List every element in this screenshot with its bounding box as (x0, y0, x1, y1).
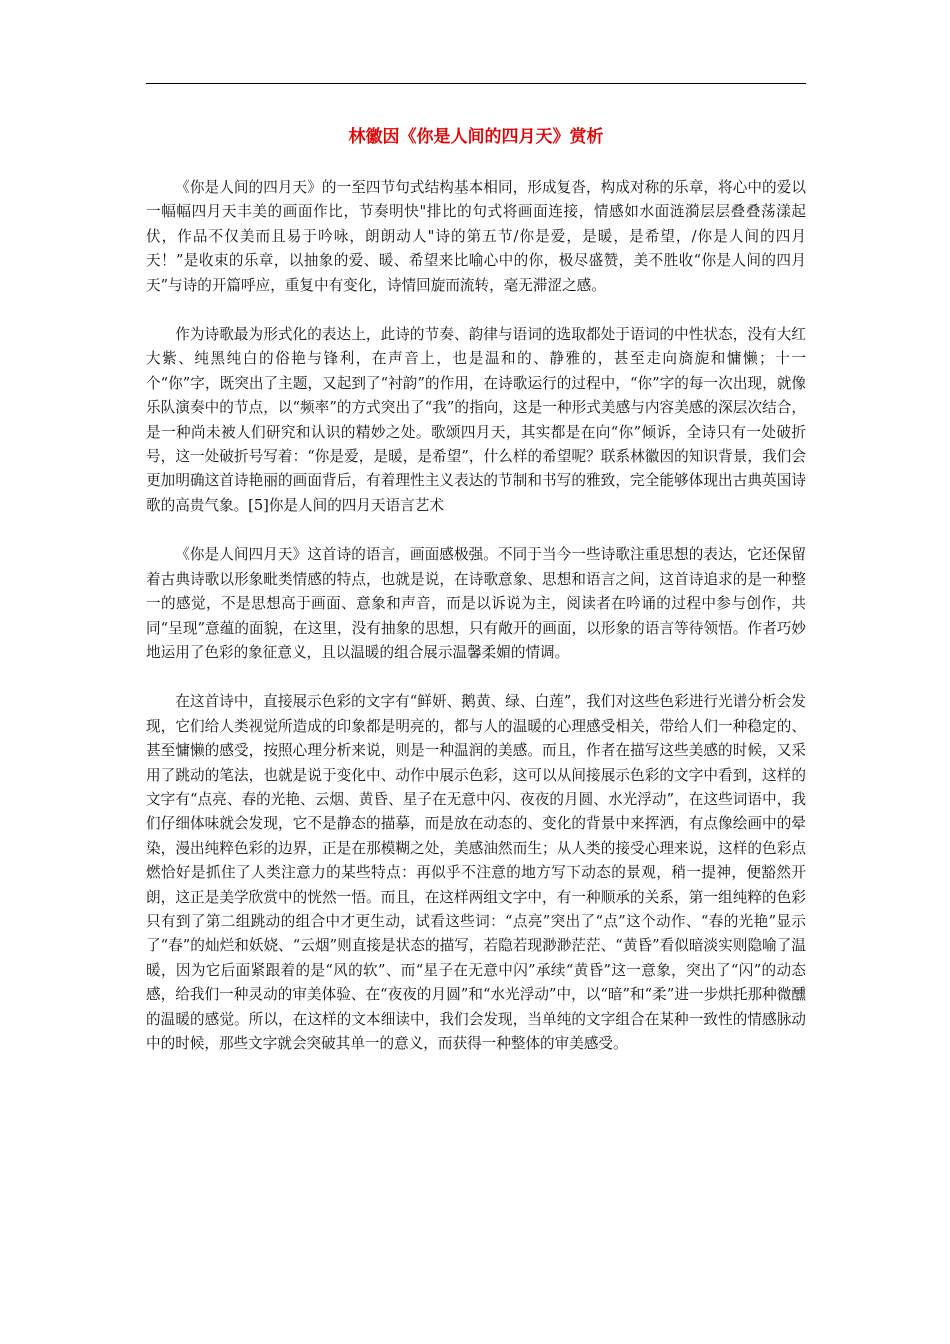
paragraph: 《你是人间四月天》这首诗的语言，画面感极强。不同于当今一些诗歌注重思想的表达，它还保留着古典诗歌以形象毗类情感的特点，也就是说，在诗歌意象、思想和语言之间，这首诗追求的是一种整一的感觉，不是思想高于画面、意象和声音，而是以诉说为主，阅读者在吟诵的过程中参与创作，共同“呈现”意蕴的面貌，在这里，没有抽象的思想，只有敞开的画面，以形象的语言等待领悟。作者巧妙地运用了色彩的象征意义，且以温暖的组合展示温馨柔媚的情调。 (146, 546, 806, 661)
paragraph: 作为诗歌最为形式化的表达上，此诗的节奏、韵律与语词的选取都处于语词的中性状态，没有大红大紫、纯黑纯白的俗艳与锋利，在声音上，也是温和的、静雅的，甚至走向旖旎和慵懒；十一个“你”字，既突出了主题，又起到了“衬韵”的作用，在诗歌运行的过程中，“你”字的每一次出现，就像乐队演奏中的节点，以“频率”的方式突出了“我”的指向，这是一种形式美感与内容美感的深层次结合，是一种尚未被人们研究和认识的精妙之处。歌颂四月天，其实都是在向“你”倾诉，全诗只有一处破折号，这一处破折号写着：“你是爱，是暖，是希望”，什么样的希望呢？联系林徽因的知识背景，我们会更加明确这首诗艳丽的画面背后，有着理性主义表达的节制和书写的雅致，完全能够体现出古典英国诗歌的高贵气象。[5]你是人间的四月天语言艺术 (146, 326, 806, 514)
document-title: 林徽因《你是人间的四月天》赏析 (348, 127, 604, 147)
header-rule (146, 83, 806, 84)
paragraph: 在这首诗中，直接展示色彩的文字有“鲜妍、鹅黄、绿、白莲”，我们对这些色彩进行光谱分析会发现，它们给人类视觉所造成的印象都是明亮的，都与人的温暖的心理感受相关，带给人们一种稳定的、甚至慵懒的感受，按照心理分析来说，则是一种温润的美感。而且，作者在描写这些美感的时候，又采用了跳动的笔法，也就是说于变化中、动作中展示色彩，这可以从间接展示色彩的文字中看到，这样的文字有“点亮、春的光艳、云烟、黄昏、星子在无意中闪、夜夜的月圆、水光浮动”，在这些词语中，我们仔细体味就会发现，它不是静态的描摹，而是放在动态的、变化的背景中来挥洒，有点像绘画中的晕染，漫出纯粹色彩的边界，正是在那模糊之处，美感油然而生；从人类的接受心理来说，这样的色彩点燃恰好是抓住了人类注意力的某些特点：再似乎不注意的地方写下动态的景观，稍一提神，便豁然开朗，这正是美学欣赏中的恍然一悟。而且，在这样两组文字中，有一种顺承的关系，第一组纯粹的色彩只有到了第二组跳动的组合中才更生动，试看这些词：“点亮”突出了“点”这个动作、“春的光艳”显示了“春”的灿烂和妖娆、“云烟”则直接是状态的描写，若隐若现渺渺茫茫、“黄昏”看似暗淡实则隐喻了温暖，因为它后面紧跟着的是“风的软”、而“星子在无意中闪”承续“黄昏”这一意象，突出了“闪”的动态感，给我们一种灵动的审美体验、在“夜夜的月圆”和“水光浮动”中，以“暗”和“柔”进一步烘托那种微醺的温暖的感觉。所以，在这样的文本细读中，我们会发现，当单纯的文字组合在某种一致性的情感脉动中的时候，那些文字就会突破其单一的意义，而获得一种整体的审美感受。 (146, 693, 806, 1052)
paragraph: 《你是人间的四月天》的一至四节句式结构基本相同，形成复沓，构成对称的乐章，将心中的爱以一幅幅四月天丰美的画面作比，节奏明快"排比的句式将画面连接，情感如水面涟漪层层叠叠荡漾起伏，作品不仅美而且易于吟咏，朗朗动人"诗的第五节/你是爱，是暖，是希望，/你是人间的四月天！”是收束的乐章，以抽象的爱、暖、希望来比喻心中的你，极尽盛赞，美不胜收“你是人间的四月天”与诗的开篇呼应，重复中有变化，诗情回旋而流转，毫无滞涩之感。 (146, 179, 806, 294)
document-body (146, 176, 806, 1081)
